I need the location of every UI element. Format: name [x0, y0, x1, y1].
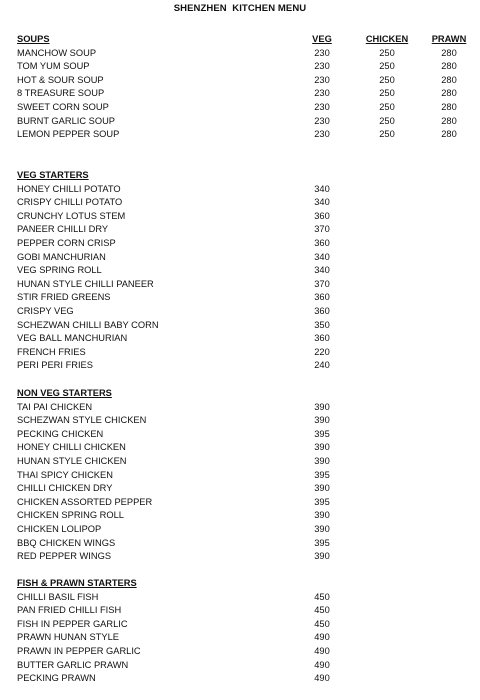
menu-item-row: [0, 469, 480, 483]
menu-item-row: [0, 319, 480, 333]
menu-item-row: [0, 346, 480, 360]
price-chicken: 250: [379, 88, 395, 99]
menu-item-name: FISH IN PEPPER GARLIC: [17, 618, 128, 629]
menu-item-row: [0, 210, 480, 224]
menu-item-price: 360: [314, 306, 330, 316]
section-heading: VEG STARTERS: [17, 170, 89, 180]
section-header-row: [0, 577, 480, 591]
menu-item-row: [0, 74, 480, 88]
menu-item-row: [0, 550, 480, 564]
menu-item-row: [0, 101, 480, 115]
menu-item-name: PECKING PRAWN: [17, 673, 96, 684]
menu-item-name: CRUNCHY LOTUS STEM: [17, 210, 126, 221]
menu-item-price: 490: [314, 632, 330, 643]
menu-item-price: 340: [314, 197, 330, 208]
menu-item-name: BURNT GARLIC SOUP: [17, 115, 115, 126]
column-header-veg: VEG: [312, 34, 332, 44]
menu-item-row: [0, 509, 480, 523]
menu-item-name: VEG BALL MANCHURIAN: [17, 333, 128, 344]
price-prawn: 280: [441, 115, 457, 126]
menu-item-price: 450: [314, 618, 330, 629]
price-veg: 230: [314, 129, 330, 140]
menu-item-name: 8 TREASURE SOUP: [17, 88, 105, 99]
menu-item-price: 390: [314, 401, 330, 412]
menu-item-row: [0, 659, 480, 673]
menu-item-row: [0, 604, 480, 618]
menu-item-price: 390: [314, 456, 330, 466]
menu-item-row: [0, 496, 480, 510]
menu-item-row: [0, 428, 480, 442]
menu-item-name: CHILLI CHICKEN DRY: [17, 483, 113, 494]
menu-item-row: [0, 441, 480, 455]
price-prawn: 280: [441, 88, 457, 99]
menu-item-name: PEPPER CORN CRISP: [17, 238, 116, 248]
menu-item-price: 390: [314, 510, 330, 521]
menu-item-price: 395: [314, 469, 330, 480]
menu-item-name: CHICKEN ASSORTED PEPPER: [17, 496, 153, 507]
menu-item-price: 390: [314, 551, 330, 562]
menu-item-name: GOBI MANCHURIAN: [17, 251, 106, 262]
menu-item-name: SCHEZWAN CHILLI BABY CORN: [17, 319, 159, 330]
menu-item-price: 450: [314, 605, 330, 616]
menu-item-price: 490: [314, 646, 330, 656]
menu-item-price: 340: [314, 183, 330, 194]
menu-item-row: [0, 291, 480, 305]
price-chicken: 250: [379, 47, 395, 58]
section-heading: FISH & PRAWN STARTERS: [17, 578, 137, 588]
price-prawn: 280: [441, 74, 457, 85]
menu-item-price: 390: [314, 442, 330, 453]
menu-item-price: 450: [314, 591, 330, 602]
price-prawn: 280: [441, 129, 457, 140]
menu-item-row: [0, 537, 480, 551]
menu-item-row: [0, 332, 480, 346]
menu-item-row: [0, 196, 480, 210]
menu-item-name: CHILLI BASIL FISH: [17, 591, 99, 602]
price-chicken: 250: [379, 61, 395, 72]
menu-item-row: [0, 672, 480, 686]
menu-item-name: BUTTER GARLIC PRAWN: [17, 659, 129, 670]
menu-item-row: [0, 237, 480, 251]
menu-item-name: HOT & SOUR SOUP: [17, 74, 104, 85]
menu-item-name: CRISPY CHILLI POTATO: [17, 197, 123, 208]
menu-item-row: [0, 251, 480, 265]
menu-item-row: [0, 264, 480, 278]
menu-item-name: PRAWN HUNAN STYLE: [17, 632, 119, 643]
menu-item-price: 340: [314, 265, 330, 276]
menu-item-price: 340: [314, 251, 330, 262]
menu-item-name: HONEY CHILLI CHICKEN: [17, 442, 126, 453]
menu-item-row: [0, 128, 480, 142]
section-header-row: [0, 169, 480, 183]
menu-item-row: [0, 278, 480, 292]
menu-item-price: 350: [314, 319, 330, 330]
menu-item-name: PAN FRIED CHILLI FISH: [17, 605, 122, 616]
section-header-row: [0, 387, 480, 401]
menu-item-price: 370: [314, 224, 330, 235]
menu-item-row: [0, 60, 480, 74]
menu-item-name: HUNAN STYLE CHICKEN: [17, 456, 127, 466]
menu-item-name: HUNAN STYLE CHILLI PANEER: [17, 278, 154, 289]
menu-item-name: SWEET CORN SOUP: [17, 102, 109, 112]
menu-item-price: 490: [314, 673, 330, 684]
price-veg: 230: [314, 102, 330, 112]
menu-item-name: LEMON PEPPER SOUP: [17, 129, 120, 140]
menu-item-name: BBQ CHICKEN WINGS: [17, 537, 116, 548]
menu-item-row: [0, 482, 480, 496]
menu-item-name: FRENCH FRIES: [17, 346, 86, 357]
menu-item-name: PERI PERI FRIES: [17, 360, 93, 371]
menu-item-price: 220: [314, 346, 330, 357]
menu-item-row: [0, 223, 480, 237]
menu-item-price: 240: [314, 360, 330, 371]
menu-item-price: 360: [314, 292, 330, 303]
menu-item-price: 490: [314, 659, 330, 670]
menu-item-row: [0, 183, 480, 197]
price-prawn: 280: [441, 61, 457, 72]
menu-item-name: TAI PAI CHICKEN: [17, 401, 93, 412]
menu-item-price: 370: [314, 278, 330, 289]
menu-item-row: [0, 523, 480, 537]
price-veg: 230: [314, 74, 330, 85]
column-header-prawn: PRAWN: [431, 34, 467, 44]
menu-item-row: [0, 305, 480, 319]
menu-item-price: 360: [314, 238, 330, 248]
menu-item-name: HONEY CHILLI POTATO: [17, 183, 121, 194]
menu-item-price: 390: [314, 524, 330, 534]
price-prawn: 280: [441, 47, 457, 58]
menu-item-name: RED PEPPER WINGS: [17, 551, 112, 562]
menu-item-name: MANCHOW SOUP: [17, 47, 97, 58]
price-veg: 230: [314, 61, 330, 72]
menu-item-name: CRISPY VEG: [17, 306, 74, 316]
menu-item-row: [0, 87, 480, 101]
menu-item-row: [0, 631, 480, 645]
menu-item-row: [0, 47, 480, 61]
column-header-chicken: CHICKEN: [365, 34, 409, 44]
price-veg: 230: [314, 88, 330, 99]
menu-item-name: VEG SPRING ROLL: [17, 265, 102, 276]
menu-item-price: 360: [314, 210, 330, 221]
menu-item-row: [0, 359, 480, 373]
price-chicken: 250: [379, 102, 395, 112]
menu-item-row: [0, 401, 480, 415]
price-veg: 230: [314, 115, 330, 126]
section-heading: SOUPS: [17, 34, 50, 44]
menu-item-name: TOM YUM SOUP: [17, 61, 90, 72]
menu-item-row: [0, 618, 480, 632]
menu-item-row: [0, 414, 480, 428]
menu-item-price: 395: [314, 537, 330, 548]
menu-item-row: [0, 591, 480, 605]
menu-item-name: SCHEZWAN STYLE CHICKEN: [17, 415, 147, 426]
menu-item-row: [0, 455, 480, 469]
section-heading: NON VEG STARTERS: [17, 388, 112, 398]
menu-item-name: PECKING CHICKEN: [17, 428, 104, 439]
price-chicken: 250: [379, 129, 395, 140]
price-chicken: 250: [379, 115, 395, 126]
menu-item-name: CHICKEN LOLIPOP: [17, 524, 102, 534]
menu-item-name: STIR FRIED GREENS: [17, 292, 111, 303]
menu-item-name: PRAWN IN PEPPER GARLIC: [17, 646, 141, 656]
menu-item-name: CHICKEN SPRING ROLL: [17, 510, 124, 521]
menu-item-price: 395: [314, 428, 330, 439]
section-header-row: [0, 33, 480, 47]
price-prawn: 280: [441, 102, 457, 112]
menu-item-price: 390: [314, 483, 330, 494]
menu-item-name: PANEER CHILLI DRY: [17, 224, 109, 235]
menu-item-price: 360: [314, 333, 330, 344]
menu-item-row: [0, 115, 480, 129]
menu-item-name: THAI SPICY CHICKEN: [17, 469, 113, 480]
menu-title: SHENZHEN KITCHEN MENU: [173, 3, 307, 14]
price-chicken: 250: [379, 74, 395, 85]
menu-item-row: [0, 645, 480, 659]
menu-item-price: 395: [314, 496, 330, 507]
price-veg: 230: [314, 47, 330, 58]
menu-item-price: 390: [314, 415, 330, 426]
